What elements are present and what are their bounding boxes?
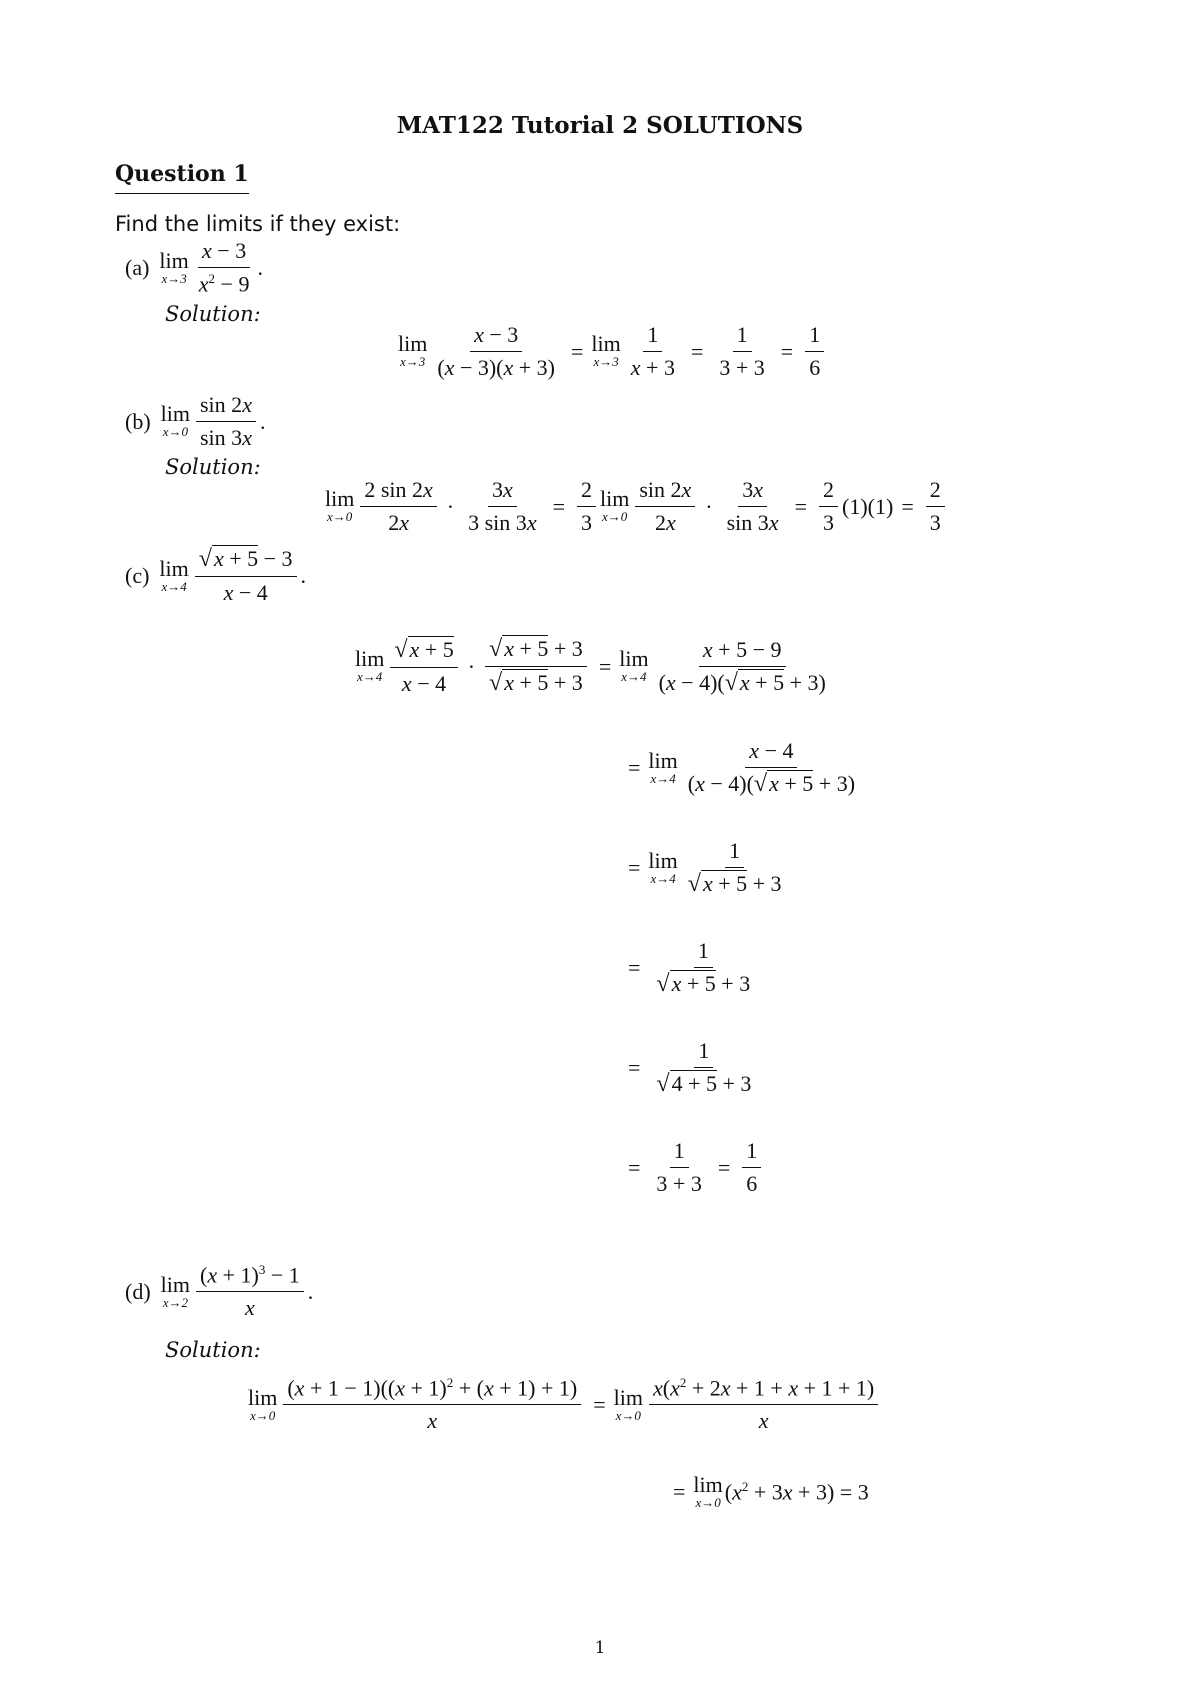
part-d-label: (d) [125,1278,151,1304]
page-number: 1 [594,1638,606,1658]
part-b-solution-label: Solution: [165,455,261,479]
part-a-label: (a) [125,254,150,280]
part-c-step-1: lim x→4 $\frac{√x + 5}{x - 4}$ · $\frac{√x + 5 + 3}{√x + 5 + 3}$ = lim x→4 $\frac{x + 5 - 9}{(x - 4)(√x + 5 + 3)}$ [355,636,826,696]
question-heading: Question 1 [115,161,249,194]
part-d-problem: (d) lim x→2 $\frac{(x + 1)^3 - 1}{x}$ . [125,1262,314,1321]
part-c-label: (c) [125,563,150,588]
page-title: MAT122 Tutorial 2 SOLUTIONS [396,112,804,139]
part-c-step-3: = lim x→4 $\frac{1}{√x + 5 + 3}$ [628,838,782,897]
part-c-step-5: = $\frac{1}{√4 + 5 + 3}$ [628,1038,752,1097]
part-a-solution-label: Solution: [165,302,261,326]
intro-text: Find the limits if they exist: [115,212,401,236]
part-c-step-6: = $\frac{1}{3 + 3}$ = $\frac{1}{6}$ [620,1138,765,1197]
part-d-step-1: lim x→0 $\frac{(x + 1 - 1)((x + 1)^2 + (x + 1) + 1)}{x}$ = lim x→0 $\frac{x(x^2 + 2x + 1 + x + 1 + 1)}{x}$ [248,1375,882,1434]
part-c-step-2: = lim x→4 $\frac{x - 4}{(x - 4)(√x + 5 + 3)}$ [628,738,856,797]
part-a-solution: lim x→3 $\frac{x - 3}{(x - 3)(x + 3)}$ = lim x→3 $\frac{1}{x + 3}$ = $\frac{1}{3 + 3}$ = $\frac{1}{6}$ [398,322,828,381]
part-d-step-2: = lim x→0 $(x^2 + 3x + 3) = 3$ [673,1472,869,1510]
part-c-problem: (c) lim x→4 $\frac{√x + 5 - 3}{x - 4}$ . [125,546,307,605]
part-b-label: (b) [125,408,151,434]
part-a-problem: (a) lim x→3 $\frac{x - 3}{x^2 - 9}$ . [125,238,263,297]
part-d-solution-label: Solution: [165,1338,261,1362]
part-b-problem: (b) lim x→0 $\frac{\sin 2x}{\sin 3x}$ . [125,392,266,450]
part-b-solution: lim x→0 $\frac{2 \sin 2x}{2x}$ · $\frac{3x}{3 \sin 3x}$ = $\frac{2}{3}$ lim x→0 $\frac{\sin 2x}{2x}$ · $\frac{3x}{\sin 3x}$ = $\frac{2}{3}$ (1)(1) = $\frac{2}{3}$ [325,477,949,536]
part-c-step-4: = $\frac{1}{√x + 5 + 3}$ [628,938,751,997]
